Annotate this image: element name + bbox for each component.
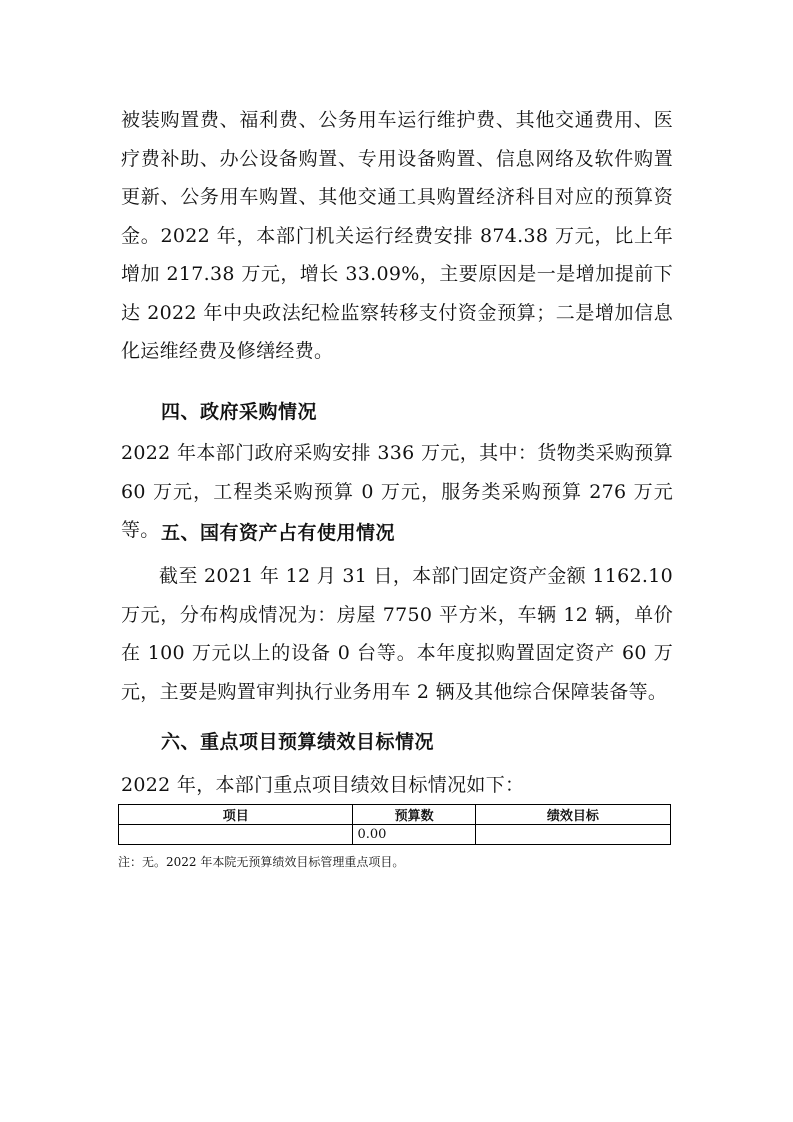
table-header-row bbox=[119, 805, 671, 825]
cell-project bbox=[119, 825, 353, 845]
table-row bbox=[119, 825, 671, 845]
header-project: 项目 bbox=[119, 805, 353, 825]
table-note: 注：无。2022 年本院无预算绩效目标管理重点项目。 bbox=[118, 855, 405, 869]
section6-intro: 2022 年，本部门重点项目绩效目标情况如下： bbox=[121, 774, 525, 796]
header-budget: 预算数 bbox=[353, 805, 475, 825]
cell-target bbox=[475, 825, 670, 845]
performance-table bbox=[118, 804, 671, 845]
section6-heading: 六、重点项目预算绩效目标情况 bbox=[161, 731, 435, 753]
section3-paragraph: 被装购置费、福利费、公务用车运行维护费、其他交通费用、医疗费补助、办公设备购置、专用设备购置、信息网络及软件购置更新、公务用车购置、其他交通工具购置经济科目对应的预算资金。2022 年，本部门机关运行经费安排 874.38 万元，比上年增加 217.38 万元，增长 33.09%，主要原因是一是增加提前下达 2022 年中央政法纪检监察转移支付资金预算；二是增加信息化运维经费及修缮经费。 bbox=[121, 109, 673, 362]
header-target: 绩效目标 bbox=[475, 805, 670, 825]
section4-heading: 四、政府采购情况 bbox=[161, 401, 318, 423]
section5-paragraph: 截至 2021 年 12 月 31 日，本部门固定资产金额 1162.10 万元，分布构成情况为：房屋 7750 平方米，车辆 12 辆，单价在 100 万元以上的设备 0 台等。本年度拟购置固定资产 60 万元，主要是购置审判执行业务用车 2 辆及其他综合保障装备等。 bbox=[121, 565, 673, 703]
section4-paragraph: 2022 年本部门政府采购安排 336 万元，其中：货物类采购预算 60 万元，工程类采购预算 0 万元，服务类采购预算 276 万元等。 bbox=[121, 442, 673, 541]
section5-heading: 五、国有资产占有使用情况 bbox=[161, 522, 396, 544]
cell-budget: 0.00 bbox=[353, 825, 475, 845]
